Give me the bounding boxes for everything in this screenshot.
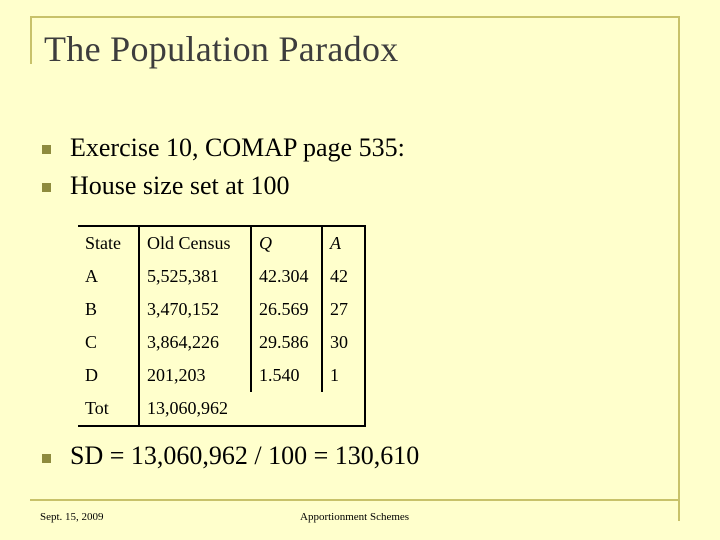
cell-empty — [251, 392, 322, 426]
table-header-row — [78, 226, 365, 260]
frame-right-line — [678, 16, 680, 521]
bullet-text-sd: SD = 13,060,962 / 100 = 130,610 — [70, 441, 420, 470]
cell-empty — [322, 392, 365, 426]
bullet-square-icon — [42, 183, 51, 192]
table-row — [78, 359, 365, 392]
cell-a: 1 — [322, 359, 365, 392]
bullet-text-exercise: Exercise 10, COMAP page 535: — [70, 133, 405, 162]
cell-state: A — [78, 260, 139, 293]
cell-state: D — [78, 359, 139, 392]
cell-state: B — [78, 293, 139, 326]
cell-old-census: 201,203 — [139, 359, 251, 392]
table-row — [78, 293, 365, 326]
header-a: A — [322, 226, 365, 260]
cell-a: 30 — [322, 326, 365, 359]
header-old-census: Old Census — [139, 226, 251, 260]
cell-q: 26.569 — [251, 293, 322, 326]
frame-bottom-line — [30, 499, 680, 501]
census-table — [78, 225, 366, 427]
cell-q: 29.586 — [251, 326, 322, 359]
cell-old-census: 3,864,226 — [139, 326, 251, 359]
table-total-row — [78, 392, 365, 426]
cell-state: C — [78, 326, 139, 359]
bullet-square-icon — [42, 454, 51, 463]
footer-date: Sept. 15, 2009 — [40, 511, 104, 523]
cell-total-value: 13,060,962 — [139, 392, 251, 426]
cell-old-census: 3,470,152 — [139, 293, 251, 326]
cell-q: 1.540 — [251, 359, 322, 392]
bullet-text-house-size: House size set at 100 — [70, 171, 290, 200]
header-q: Q — [251, 226, 322, 260]
slide-title: The Population Paradox — [44, 29, 399, 69]
footer-title: Apportionment Schemes — [300, 511, 410, 523]
frame-top-line — [30, 16, 678, 18]
cell-total-label: Tot — [78, 392, 139, 426]
table-row — [78, 260, 365, 293]
cell-a: 42 — [322, 260, 365, 293]
cell-q: 42.304 — [251, 260, 322, 293]
header-state: State — [78, 226, 139, 260]
cell-old-census: 5,525,381 — [139, 260, 251, 293]
bullet-square-icon — [42, 145, 51, 154]
cell-a: 27 — [322, 293, 365, 326]
table-row — [78, 326, 365, 359]
frame-left-line — [30, 16, 32, 64]
